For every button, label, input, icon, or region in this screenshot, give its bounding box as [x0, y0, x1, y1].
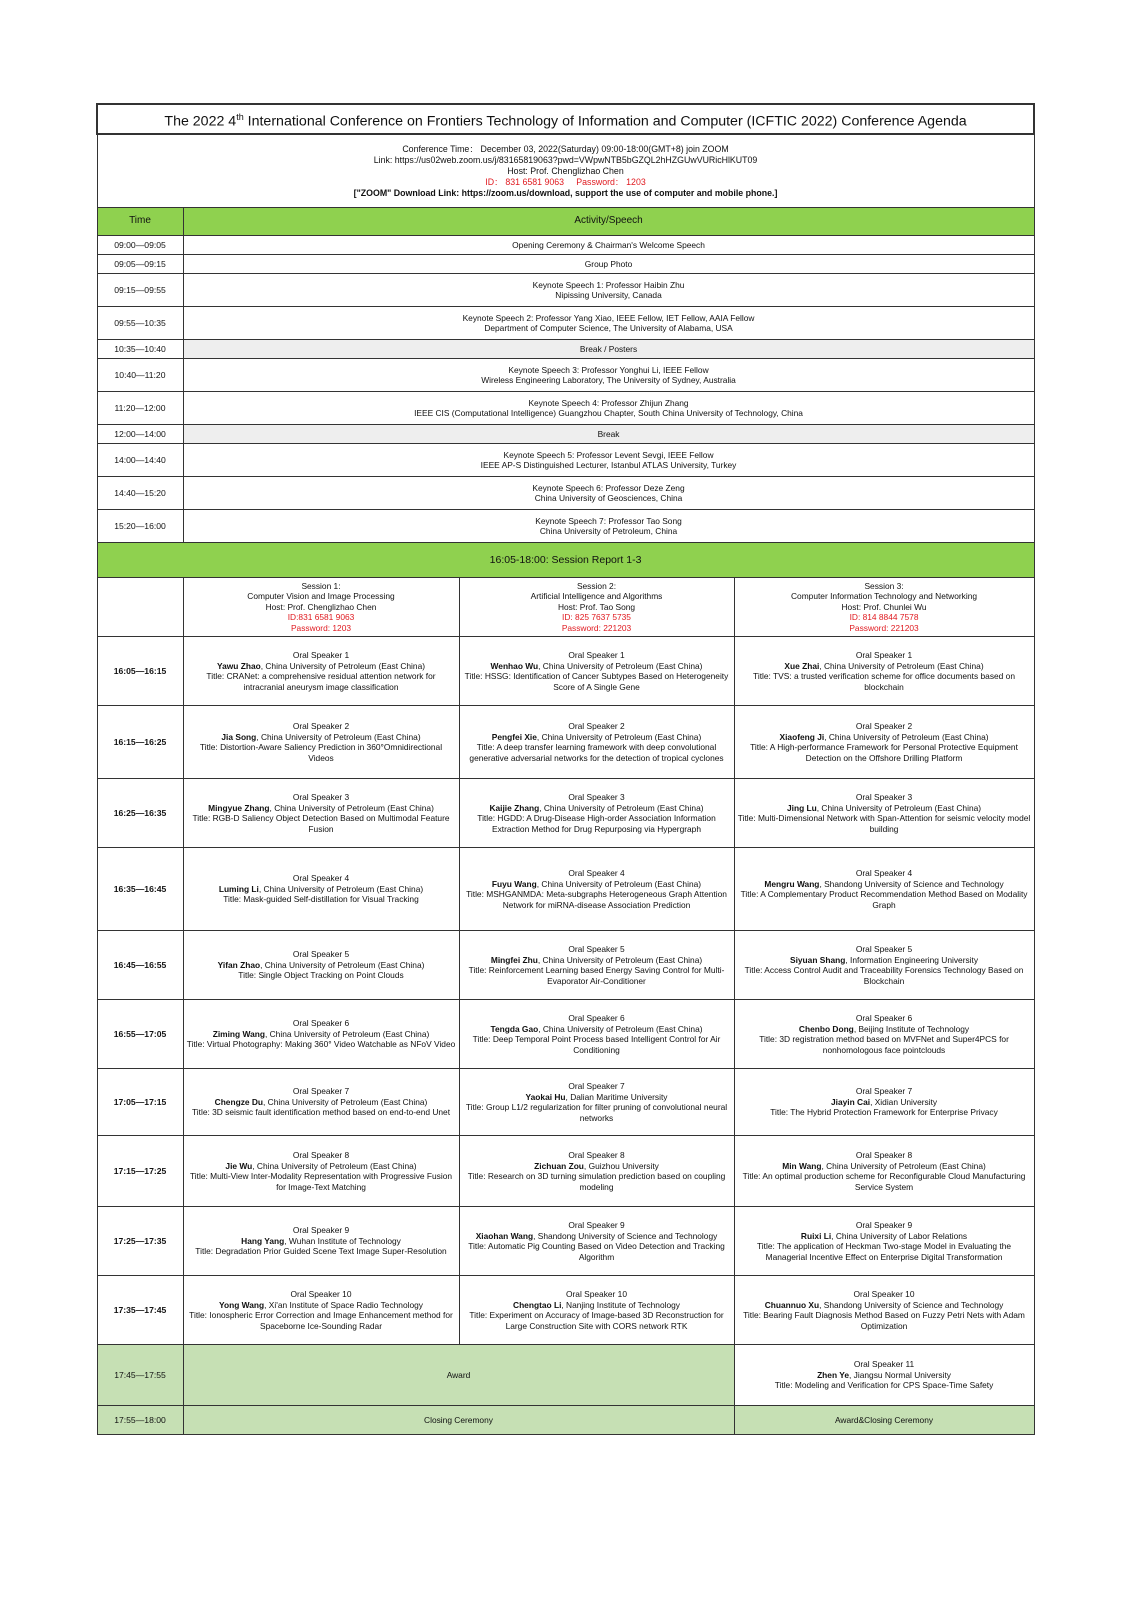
- speaker-affiliation: , Jiangsu Normal University: [849, 1369, 951, 1380]
- session-header-3: [734, 578, 1034, 637]
- schedule-row: [97, 477, 1034, 510]
- schedule-time: 10:35—10:40: [97, 340, 183, 359]
- schedule-activity: [183, 274, 1034, 307]
- paper-title: Title: Bearing Fault Diagnosis Method Based on Fuzzy Petri Nets with Adam Optimization: [743, 1310, 1025, 1331]
- speaker-cell: [183, 1069, 459, 1136]
- schedule-activity: [183, 359, 1034, 392]
- speaker-name: Ruixi Li: [800, 1230, 832, 1241]
- speaker-name: Jiayin Cai: [830, 1096, 871, 1107]
- schedule-activity: [183, 477, 1034, 510]
- speaker-cell: [459, 706, 734, 779]
- schedule-row: [97, 392, 1034, 425]
- speaker-label: Oral Speaker 2: [292, 721, 350, 731]
- oral-row: [97, 1207, 1034, 1276]
- speaker-name: Chenbo Dong: [798, 1023, 854, 1034]
- session-id: ID: 825 7637 5735: [562, 612, 631, 623]
- speaker-affiliation: , Nanjing Institute of Technology: [561, 1299, 680, 1310]
- speaker-label: Oral Speaker 10: [853, 1289, 915, 1299]
- speaker-name: Yaokai Hu: [525, 1091, 566, 1102]
- schedule-row: [97, 510, 1034, 543]
- session-id: ID:831 6581 9063: [287, 612, 355, 623]
- speaker-affiliation: , China University of Petroleum (East China): [538, 660, 703, 671]
- activity-affiliation: Wireless Engineering Laboratory, The University of Sydney, Australia: [481, 375, 736, 385]
- speaker-name: Mengru Wang: [764, 878, 820, 889]
- schedule-activity: [183, 425, 1034, 444]
- oral-row: [97, 848, 1034, 931]
- speaker-label: Oral Speaker 3: [855, 792, 913, 802]
- oral-time: 16:05—16:15: [97, 637, 183, 706]
- speaker-label: Oral Speaker 7: [855, 1086, 913, 1097]
- speaker-cell: [459, 931, 734, 1000]
- schedule-activity: [183, 255, 1034, 274]
- paper-title: Title: Distortion-Aware Saliency Prediction in 360°Omnidirectional Videos: [199, 742, 443, 763]
- oral-time: 17:35—17:45: [97, 1276, 183, 1345]
- conference-info: [97, 134, 1034, 208]
- speaker-affiliation: , China University of Petroleum (East China): [264, 1028, 430, 1039]
- session-topic: Artificial Intelligence and Algorithms: [530, 591, 663, 602]
- oral-row: [97, 779, 1034, 848]
- paper-title: Title: Single Object Tracking on Point Clouds: [238, 970, 404, 981]
- paper-title: Title: A High-performance Framework for Personal Protective Equipment Detection on the Offshore Drilling Platform: [750, 742, 1018, 763]
- speaker-name: Siyuan Shang: [789, 954, 846, 965]
- schedule-row: [97, 425, 1034, 444]
- speaker-name: Xiaohan Wang: [475, 1230, 534, 1241]
- oral-time: 17:05—17:15: [97, 1069, 183, 1136]
- zoom-link[interactable]: Link: https://us02web.zoom.us/j/83165819063?pwd=VWpwNTB5bGZQL2hHZGUwVURicHlKUT09: [373, 154, 758, 165]
- speaker-name: Zichuan Zou: [534, 1160, 584, 1171]
- paper-title: Title: The application of Heckman Two-stage Model in Evaluating the Managerial Incentive Effect on Enterprise Digital Transformation: [757, 1241, 1012, 1262]
- session-header-row: [97, 578, 1034, 637]
- speaker-cell: [734, 1345, 1034, 1406]
- schedule-time: 09:15—09:55: [97, 274, 183, 307]
- closing-row: [97, 1406, 1034, 1435]
- speaker-name: Luming Li: [218, 883, 259, 894]
- award-cell: Award: [183, 1345, 734, 1406]
- speaker-cell: [183, 637, 459, 706]
- paper-title: Title: Multi-Dimensional Network with Span-Attention for seismic velocity model building: [737, 813, 1031, 834]
- speaker-label: Oral Speaker 6: [855, 1013, 913, 1023]
- award-closing-cell: Award&Closing Ceremony: [734, 1406, 1034, 1435]
- speaker-label: Oral Speaker 3: [292, 792, 350, 802]
- oral-time: 16:55—17:05: [97, 1000, 183, 1069]
- speaker-cell: [734, 931, 1034, 1000]
- speaker-name: Xiaofeng Ji: [779, 731, 825, 742]
- speaker-cell: [183, 931, 459, 1000]
- paper-title: Title: An optimal production scheme for Reconfigurable Cloud Manufacturing Service System: [742, 1171, 1026, 1192]
- paper-title: Title: 3D registration method based on MVFNet and Super4PCS for nonhomologous face pointclouds: [759, 1034, 1009, 1055]
- speaker-cell: [183, 1276, 459, 1345]
- schedule-row: [97, 274, 1034, 307]
- time-column-header: Time: [97, 208, 183, 236]
- conference-host: Host: Prof. Chenglizhao Chen: [507, 165, 624, 176]
- schedule-activity: [183, 236, 1034, 255]
- speaker-cell: [459, 637, 734, 706]
- speaker-cell: [183, 1000, 459, 1069]
- speaker-cell: [183, 1207, 459, 1276]
- speaker-name: Mingyue Zhang: [208, 802, 270, 813]
- session-header-1: [183, 578, 459, 637]
- speaker-label: Oral Speaker 6: [292, 1018, 350, 1029]
- speaker-affiliation: , China University of Petroleum (East China): [536, 731, 702, 742]
- activity-line: Keynote Speech 4: Professor Zhijun Zhang: [528, 397, 689, 408]
- activity-line: Keynote Speech 2: Professor Yang Xiao, IEEE Fellow, IET Fellow, AAIA Fellow: [462, 312, 755, 323]
- schedule-row: [97, 340, 1034, 359]
- speaker-label: Oral Speaker 1: [292, 650, 350, 660]
- paper-title: Title: Research on 3D turning simulation prediction based on coupling modeling: [467, 1171, 726, 1192]
- speaker-name: Jing Lu: [786, 802, 817, 813]
- speaker-cell: [734, 848, 1034, 931]
- speaker-label: Oral Speaker 9: [292, 1225, 350, 1236]
- session-topic: Computer Vision and Image Processing: [247, 591, 395, 602]
- speaker-affiliation: , Information Engineering University: [845, 954, 979, 965]
- agenda-table: [96, 103, 1035, 1435]
- speaker-cell: [459, 848, 734, 931]
- speaker-label: Oral Speaker 8: [568, 1150, 625, 1160]
- paper-title: Title: Modeling and Verification for CPS Space-Time Safety: [774, 1380, 994, 1391]
- speaker-label: Oral Speaker 4: [855, 868, 913, 878]
- speaker-label: Oral Speaker 2: [568, 721, 625, 731]
- schedule-time: 09:05—09:15: [97, 255, 183, 274]
- speaker-label: Oral Speaker 8: [855, 1150, 913, 1160]
- oral-row: [97, 1000, 1034, 1069]
- paper-title: Title: Multi-View Inter-Modality Representation with Progressive Fusion for Image-Text Matching: [189, 1171, 453, 1192]
- speaker-affiliation: , Dalian Maritime University: [565, 1091, 668, 1102]
- activity-column-header: Activity/Speech: [183, 208, 1034, 236]
- speaker-affiliation: , China University of Petroleum (East China): [263, 1096, 428, 1107]
- zoom-password: Password： 1203: [576, 176, 646, 187]
- schedule-activity: [183, 510, 1034, 543]
- speaker-label: Oral Speaker 8: [292, 1150, 350, 1160]
- speaker-name: Min Wang: [782, 1160, 822, 1171]
- speaker-name: Jia Song: [221, 731, 257, 742]
- session-report-title: 16:05-18:00: Session Report 1-3: [97, 543, 1034, 578]
- speaker-affiliation: , Xidian University: [870, 1096, 938, 1107]
- oral-row: [97, 637, 1034, 706]
- session-label: Session 3:: [864, 580, 904, 591]
- speaker-name: Yawu Zhao: [216, 660, 261, 671]
- paper-title: Title: Degradation Prior Guided Scene Text Image Super-Resolution: [195, 1246, 447, 1257]
- speaker-name: Chuannuo Xu: [764, 1299, 820, 1310]
- speaker-label: Oral Speaker 5: [292, 949, 350, 960]
- award-row: [97, 1345, 1034, 1406]
- paper-title: Title: RGB-D Saliency Object Detection Based on Multimodal Feature Fusion: [192, 813, 450, 834]
- paper-title: Title: A deep transfer learning framework with deep convolutional generative adversarial networks for the detection of tropical cyclones: [469, 742, 724, 763]
- paper-title: Title: CRANet: a comprehensive residual attention network for intracranial aneurysm image classification: [206, 671, 436, 692]
- speaker-affiliation: , Shandong University of Science and Technology: [819, 1299, 1004, 1310]
- session-password: Password: 1203: [290, 622, 352, 633]
- speaker-cell: [734, 1276, 1034, 1345]
- speaker-affiliation: , China University of Petroleum (East China): [260, 660, 426, 671]
- speaker-affiliation: , China University of Petroleum (East China): [821, 1160, 986, 1171]
- session-header-2: [459, 578, 734, 637]
- speaker-cell: [734, 637, 1034, 706]
- schedule-time: 11:20—12:00: [97, 392, 183, 425]
- speaker-name: Mingfei Zhu: [490, 954, 538, 965]
- closing-time: 17:55—18:00: [97, 1406, 183, 1435]
- oral-time: 17:15—17:25: [97, 1136, 183, 1207]
- schedule-row: [97, 255, 1034, 274]
- speaker-label: Oral Speaker 6: [568, 1013, 625, 1023]
- speaker-label: Oral Speaker 4: [568, 868, 625, 878]
- speaker-affiliation: , China University of Petroleum (East China): [260, 959, 425, 970]
- schedule-activity: [183, 392, 1034, 425]
- speaker-affiliation: , China University of Petroleum (East China): [816, 802, 982, 813]
- speaker-label: Oral Speaker 7: [568, 1081, 625, 1091]
- session-password: Password: 221203: [561, 622, 632, 633]
- paper-title: Title: Mask-guided Self-distillation for Visual Tracking: [223, 894, 419, 905]
- speaker-affiliation: , China University of Petroleum (East China): [269, 802, 434, 813]
- activity-line: Keynote Speech 3: Professor Yonghui Li, IEEE Fellow: [508, 364, 709, 375]
- speaker-label: Oral Speaker 1: [855, 650, 913, 660]
- speaker-name: Yong Wang: [219, 1299, 265, 1310]
- activity-affiliation: IEEE CIS (Computational Intelligence) Guangzhou Chapter, South China University of Technology, China: [414, 408, 803, 418]
- schedule-time: 14:00—14:40: [97, 444, 183, 477]
- speaker-cell: [734, 1000, 1034, 1069]
- speaker-name: Xue Zhai: [784, 660, 820, 671]
- speaker-cell: [459, 779, 734, 848]
- speaker-affiliation: , China University of Labor Relations: [831, 1230, 968, 1241]
- session-host: Host: Prof. Chenglizhao Chen: [265, 601, 377, 612]
- oral-time: 16:35—16:45: [97, 848, 183, 931]
- oral-time: 16:45—16:55: [97, 931, 183, 1000]
- speaker-label: Oral Speaker 5: [568, 944, 625, 954]
- speaker-affiliation: , China University of Petroleum (East China): [819, 660, 984, 671]
- paper-title: Title: The Hybrid Protection Framework for Enterprise Privacy: [770, 1107, 998, 1118]
- speaker-affiliation: , China University of Petroleum (East China): [538, 1023, 703, 1034]
- schedule-row: [97, 236, 1034, 255]
- speaker-name: Chengze Du: [214, 1096, 264, 1107]
- speaker-label: Oral Speaker 9: [855, 1220, 913, 1230]
- speaker-affiliation: , Shandong University of Science and Technology: [533, 1230, 718, 1241]
- oral-row: [97, 706, 1034, 779]
- speaker-cell: [734, 706, 1034, 779]
- speaker-cell: [459, 1207, 734, 1276]
- schedule-time: 10:40—11:20: [97, 359, 183, 392]
- schedule-activity: [183, 444, 1034, 477]
- speaker-name: Fuyu Wang: [491, 878, 537, 889]
- activity-affiliation: China University of Petroleum, China: [539, 526, 678, 536]
- activity-affiliation: China University of Geosciences, China: [534, 493, 683, 503]
- speaker-name: Zhen Ye: [817, 1369, 850, 1380]
- speaker-name: Hang Yang: [241, 1235, 285, 1246]
- schedule-time: 14:40—15:20: [97, 477, 183, 510]
- empty-cell: [97, 578, 183, 637]
- schedule-time: 15:20—16:00: [97, 510, 183, 543]
- activity-line: Group Photo: [584, 258, 633, 269]
- activity-line: Opening Ceremony & Chairman's Welcome Speech: [512, 239, 705, 250]
- activity-affiliation: Department of Computer Science, The University of Alabama, USA: [484, 323, 733, 333]
- speaker-cell: [734, 1069, 1034, 1136]
- speaker-label: Oral Speaker 3: [568, 792, 625, 802]
- speaker-affiliation: , China University of Petroleum (East China): [258, 883, 424, 894]
- speaker-cell: [459, 1069, 734, 1136]
- speaker-name: Kaijie Zhang: [489, 802, 540, 813]
- speaker-name: Ziming Wang: [212, 1028, 265, 1039]
- session-topic: Computer Information Technology and Networking: [790, 591, 978, 602]
- oral-row: [97, 931, 1034, 1000]
- speaker-cell: [734, 1207, 1034, 1276]
- speaker-name: Tengda Gao: [490, 1023, 539, 1034]
- paper-title: Title: Deep Temporal Point Process based Intelligent Control for Air Conditioning: [472, 1034, 721, 1055]
- speaker-cell: [183, 848, 459, 931]
- speaker-cell: [734, 1136, 1034, 1207]
- speaker-label: Oral Speaker 10: [566, 1289, 627, 1299]
- speaker-name: Pengfei Xie: [491, 731, 537, 742]
- speaker-affiliation: , China University of Petroleum (East China): [536, 878, 702, 889]
- oral-row: [97, 1276, 1034, 1345]
- paper-title: Title: Experiment on Accuracy of Image-based 3D Reconstruction for Large Construction Site with CORS network RTK: [469, 1310, 724, 1331]
- speaker-cell: [183, 1136, 459, 1207]
- schedule-time: 09:00—09:05: [97, 236, 183, 255]
- paper-title: Title: Virtual Photography: Making 360° Video Watchable as NFoV Video: [186, 1039, 456, 1050]
- speaker-label: Oral Speaker 5: [855, 944, 913, 954]
- speaker-label: Oral Speaker 4: [292, 873, 350, 884]
- oral-row: [97, 1136, 1034, 1207]
- speaker-label: Oral Speaker 9: [568, 1220, 625, 1230]
- speaker-affiliation: , Xi'an Institute of Space Radio Technology: [264, 1299, 423, 1310]
- zoom-download[interactable]: ["ZOOM" Download Link: https://zoom.us/download, support the use of computer and mobile phone.]: [353, 187, 778, 198]
- paper-title: Title: Access Control Audit and Traceability Forensics Technology Based on Blockchain: [744, 965, 1024, 986]
- speaker-label: Oral Speaker 10: [290, 1289, 352, 1299]
- speaker-affiliation: , Wuhan Institute of Technology: [284, 1235, 401, 1246]
- paper-title: Title: A Complementary Product Recommendation Method Based on Modality Graph: [740, 889, 1028, 910]
- speaker-name: Jie Wu: [225, 1160, 253, 1171]
- schedule-row: [97, 359, 1034, 392]
- schedule-time: 09:55—10:35: [97, 307, 183, 340]
- oral-time: 16:15—16:25: [97, 706, 183, 779]
- activity-line: Keynote Speech 6: Professor Deze Zeng: [532, 482, 685, 493]
- paper-title: Title: MSHGANMDA: Meta-subgraphs Heterogeneous Graph Attention Network for miRNA-disease Association Prediction: [466, 889, 727, 910]
- speaker-affiliation: , Guizhou University: [583, 1160, 659, 1171]
- schedule-activity: [183, 340, 1034, 359]
- speaker-label: Oral Speaker 1: [568, 650, 625, 660]
- speaker-affiliation: , China University of Petroleum (East China): [256, 731, 421, 742]
- schedule-time: 12:00—14:00: [97, 425, 183, 444]
- oral-row: [97, 1069, 1034, 1136]
- speaker-name: Yifan Zhao: [217, 959, 261, 970]
- paper-title: Title: HSSG: Identification of Cancer Subtypes Based on Heterogeneity Score of A Single Gene: [464, 671, 729, 692]
- session-label: Session 1:: [301, 580, 341, 591]
- activity-line: Keynote Speech 1: Professor Haibin Zhu: [532, 279, 685, 290]
- speaker-affiliation: , China University of Petroleum (East China): [539, 802, 704, 813]
- paper-title: Title: Ionospheric Error Correction and Image Enhancement method for Spaceborne Ice-Sounding Radar: [189, 1310, 453, 1331]
- speaker-cell: [459, 1136, 734, 1207]
- paper-title: Title: Reinforcement Learning based Energy Saving Control for Multi-Evaporator Air-Conditioner: [468, 965, 725, 986]
- conference-time: Conference Time： December 03, 2022(Saturday) 09:00-18:00(GMT+8) join ZOOM: [402, 143, 729, 154]
- paper-title: Title: HGDD: A Drug-Disease High-order Association Information Extraction Method for Drug Repurposing via Hypergraph: [477, 813, 716, 834]
- activity-line: Break: [597, 428, 620, 439]
- oral-time: 16:25—16:35: [97, 779, 183, 848]
- zoom-id: ID： 831 6581 9063: [485, 176, 565, 187]
- session-password: Password: 221203: [849, 622, 919, 633]
- session-label: Session 2:: [576, 580, 617, 591]
- activity-line: Keynote Speech 7: Professor Tao Song: [535, 515, 682, 526]
- speaker-cell: [459, 1000, 734, 1069]
- session-id: ID: 814 8844 7578: [849, 612, 919, 623]
- oral-time: 17:25—17:35: [97, 1207, 183, 1276]
- speaker-label: Oral Speaker 2: [855, 721, 913, 731]
- speaker-cell: [734, 779, 1034, 848]
- closing-cell: Closing Ceremony: [183, 1406, 734, 1435]
- speaker-cell: [459, 1276, 734, 1345]
- paper-title: Title: Group L1/2 regularization for filter pruning of convolutional neural networks: [465, 1102, 728, 1123]
- speaker-affiliation: , China University of Petroleum (East China): [537, 954, 703, 965]
- speaker-affiliation: , Shandong University of Science and Technology: [819, 878, 1004, 889]
- speaker-affiliation: , Beijing Institute of Technology: [853, 1023, 970, 1034]
- paper-title: Title: TVS: a trusted verification scheme for office documents based on blockchain: [753, 671, 1015, 692]
- session-report-row: [97, 543, 1034, 578]
- page-title: The 2022 4th International Conference on Frontiers Technology of Information and Computer (ICFTIC 2022) Conference Agenda: [97, 104, 1034, 134]
- speaker-cell: [183, 779, 459, 848]
- paper-title: Title: 3D seismic fault identification method based on end-to-end Unet: [191, 1107, 451, 1118]
- activity-affiliation: Nipissing University, Canada: [555, 290, 662, 300]
- speaker-cell: [183, 706, 459, 779]
- speaker-label: Oral Speaker 11: [853, 1359, 915, 1370]
- award-time: 17:45—17:55: [97, 1345, 183, 1406]
- schedule-row: [97, 307, 1034, 340]
- activity-line: Break / Posters: [579, 343, 638, 354]
- speaker-label: Oral Speaker 7: [292, 1086, 350, 1097]
- schedule-row: [97, 444, 1034, 477]
- speaker-affiliation: , China University of Petroleum (East China): [824, 731, 989, 742]
- activity-affiliation: IEEE AP-S Distinguished Lecturer, Istanbul ATLAS University, Turkey: [480, 460, 737, 470]
- speaker-name: Chengtao Li: [513, 1299, 562, 1310]
- schedule-activity: [183, 307, 1034, 340]
- session-host: Host: Prof. Chunlei Wu: [841, 601, 927, 612]
- speaker-affiliation: , China University of Petroleum (East China): [252, 1160, 417, 1171]
- activity-line: Keynote Speech 5: Professor Levent Sevgi, IEEE Fellow: [503, 449, 714, 460]
- session-host: Host: Prof. Tao Song: [557, 601, 636, 612]
- paper-title: Title: Automatic Pig Counting Based on Video Detection and Tracking Algorithm: [468, 1241, 725, 1262]
- speaker-name: Wenhao Wu: [490, 660, 539, 671]
